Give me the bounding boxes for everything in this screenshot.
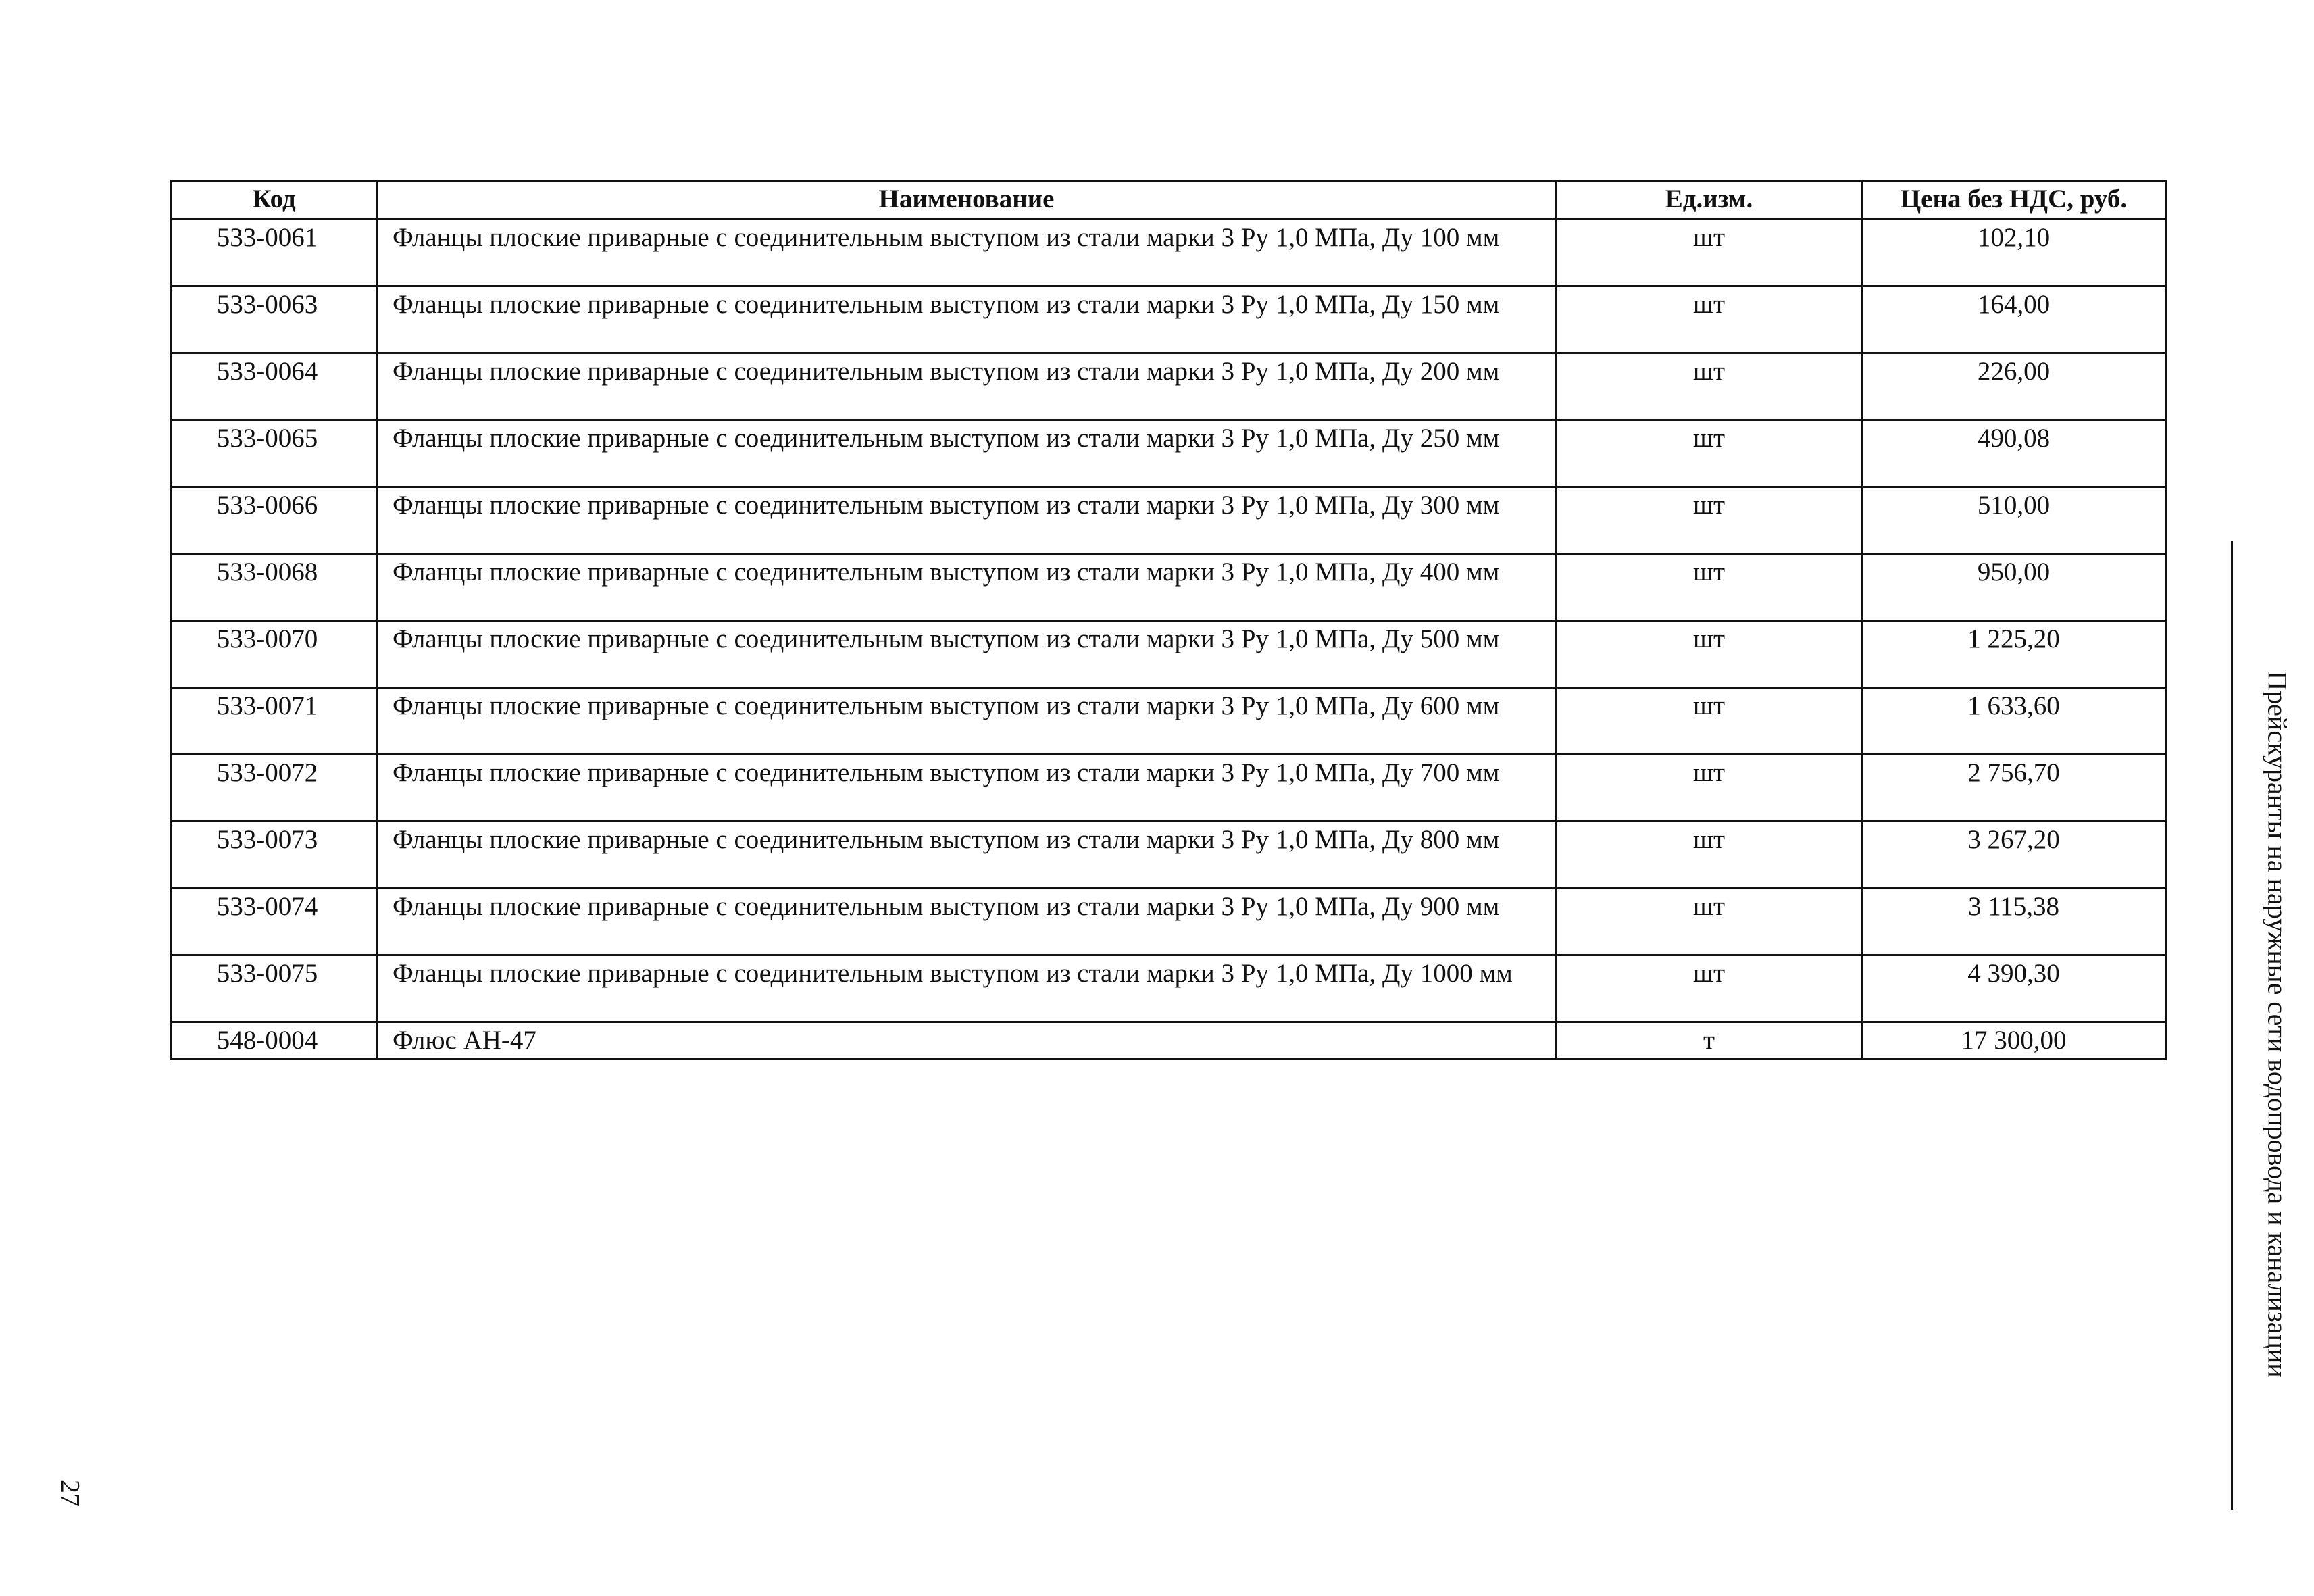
cell-price: 2 756,70 xyxy=(1862,755,2166,822)
cell-code: 548-0004 xyxy=(172,1022,377,1059)
table-row xyxy=(172,420,2166,487)
cell-price: 490,08 xyxy=(1862,420,2166,487)
cell-price: 3 115,38 xyxy=(1862,889,2166,955)
cell-name xyxy=(377,822,1557,889)
name-text: Фланцы плоские приварные с соединительным выступом из стали марки 3 Ру 1,0 МПа, Ду 1000 мм xyxy=(393,959,1513,988)
name-text: Фланцы плоские приварные с соединительным выступом из стали марки 3 Ру 1,0 МПа, Ду 800 мм xyxy=(393,825,1500,854)
header-unit: Ед.изм. xyxy=(1557,181,1862,220)
cell-unit: шт xyxy=(1557,220,1862,286)
table-row xyxy=(172,955,2166,1022)
cell-code: 533-0066 xyxy=(172,487,377,554)
cell-price: 1 633,60 xyxy=(1862,688,2166,755)
table-row xyxy=(172,220,2166,286)
name-text: Фланцы плоские приварные с соединительным выступом из стали марки 3 Ру 1,0 МПа, Ду 250 мм xyxy=(393,424,1500,453)
table-row xyxy=(172,353,2166,420)
table-header-row xyxy=(172,181,2166,220)
side-title xyxy=(2231,541,2293,1510)
cell-name xyxy=(377,220,1557,286)
name-text: Фланцы плоские приварные с соединительным выступом из стали марки 3 Ру 1,0 МПа, Ду 300 мм xyxy=(393,491,1500,520)
cell-unit: шт xyxy=(1557,889,1862,955)
name-text: Фланцы плоские приварные с соединительным выступом из стали марки 3 Ру 1,0 МПа, Ду 500 мм xyxy=(393,624,1500,653)
table-row xyxy=(172,1022,2166,1059)
table-row xyxy=(172,286,2166,353)
cell-name xyxy=(377,889,1557,955)
cell-name xyxy=(377,286,1557,353)
cell-unit: шт xyxy=(1557,353,1862,420)
name-text: Фланцы плоские приварные с соединительным выступом из стали марки 3 Ру 1,0 МПа, Ду 900 мм xyxy=(393,892,1500,921)
name-text: Фланцы плоские приварные с соединительным выступом из стали марки 3 Ру 1,0 МПа, Ду 600 мм xyxy=(393,691,1500,720)
side-title-text: Прейскуранты на наружные сети водопровода и канализации xyxy=(2262,671,2293,1378)
cell-name xyxy=(377,353,1557,420)
table-row xyxy=(172,554,2166,621)
table-row xyxy=(172,755,2166,822)
cell-name xyxy=(377,1022,1557,1059)
cell-name xyxy=(377,955,1557,1022)
name-text: Фланцы плоские приварные с соединительным выступом из стали марки 3 Ру 1,0 МПа, Ду 100 мм xyxy=(393,223,1500,252)
header-price: Цена без НДС, руб. xyxy=(1862,181,2166,220)
cell-code: 533-0065 xyxy=(172,420,377,487)
table-row xyxy=(172,621,2166,688)
cell-price: 950,00 xyxy=(1862,554,2166,621)
cell-price: 3 267,20 xyxy=(1862,822,2166,889)
cell-code: 533-0072 xyxy=(172,755,377,822)
cell-unit: шт xyxy=(1557,822,1862,889)
name-text: Фланцы плоские приварные с соединительным выступом из стали марки 3 Ру 1,0 МПа, Ду 150 мм xyxy=(393,290,1500,319)
cell-code: 533-0064 xyxy=(172,353,377,420)
table-row xyxy=(172,688,2166,755)
name-text: Фланцы плоские приварные с соединительным выступом из стали марки 3 Ру 1,0 МПа, Ду 400 мм xyxy=(393,557,1500,587)
page-number-text: 27 xyxy=(55,1480,86,1507)
cell-price: 4 390,30 xyxy=(1862,955,2166,1022)
cell-unit: шт xyxy=(1557,487,1862,554)
cell-code: 533-0075 xyxy=(172,955,377,1022)
cell-unit: т xyxy=(1557,1022,1862,1059)
cell-code: 533-0070 xyxy=(172,621,377,688)
cell-unit: шт xyxy=(1557,955,1862,1022)
cell-name xyxy=(377,420,1557,487)
price-table xyxy=(170,180,2167,1060)
cell-unit: шт xyxy=(1557,286,1862,353)
cell-name xyxy=(377,755,1557,822)
name-text: Фланцы плоские приварные с соединительным выступом из стали марки 3 Ру 1,0 МПа, Ду 200 мм xyxy=(393,357,1500,386)
cell-code: 533-0068 xyxy=(172,554,377,621)
cell-unit: шт xyxy=(1557,554,1862,621)
cell-unit: шт xyxy=(1557,621,1862,688)
cell-name xyxy=(377,487,1557,554)
cell-unit: шт xyxy=(1557,688,1862,755)
cell-code: 533-0073 xyxy=(172,822,377,889)
header-code: Код xyxy=(172,181,377,220)
cell-name xyxy=(377,621,1557,688)
page-number xyxy=(50,1473,91,1514)
cell-name xyxy=(377,688,1557,755)
cell-price: 1 225,20 xyxy=(1862,621,2166,688)
cell-code: 533-0074 xyxy=(172,889,377,955)
cell-unit: шт xyxy=(1557,420,1862,487)
cell-name xyxy=(377,554,1557,621)
header-name: Наименование xyxy=(377,181,1557,220)
cell-price: 226,00 xyxy=(1862,353,2166,420)
cell-price: 17 300,00 xyxy=(1862,1022,2166,1059)
cell-code: 533-0063 xyxy=(172,286,377,353)
cell-code: 533-0061 xyxy=(172,220,377,286)
cell-price: 102,10 xyxy=(1862,220,2166,286)
table-row xyxy=(172,889,2166,955)
name-text: Флюс АН-47 xyxy=(393,1026,536,1055)
table-row xyxy=(172,822,2166,889)
name-text: Фланцы плоские приварные с соединительным выступом из стали марки 3 Ру 1,0 МПа, Ду 700 мм xyxy=(393,758,1500,787)
cell-price: 510,00 xyxy=(1862,487,2166,554)
cell-price: 164,00 xyxy=(1862,286,2166,353)
cell-code: 533-0071 xyxy=(172,688,377,755)
table-row xyxy=(172,487,2166,554)
cell-unit: шт xyxy=(1557,755,1862,822)
